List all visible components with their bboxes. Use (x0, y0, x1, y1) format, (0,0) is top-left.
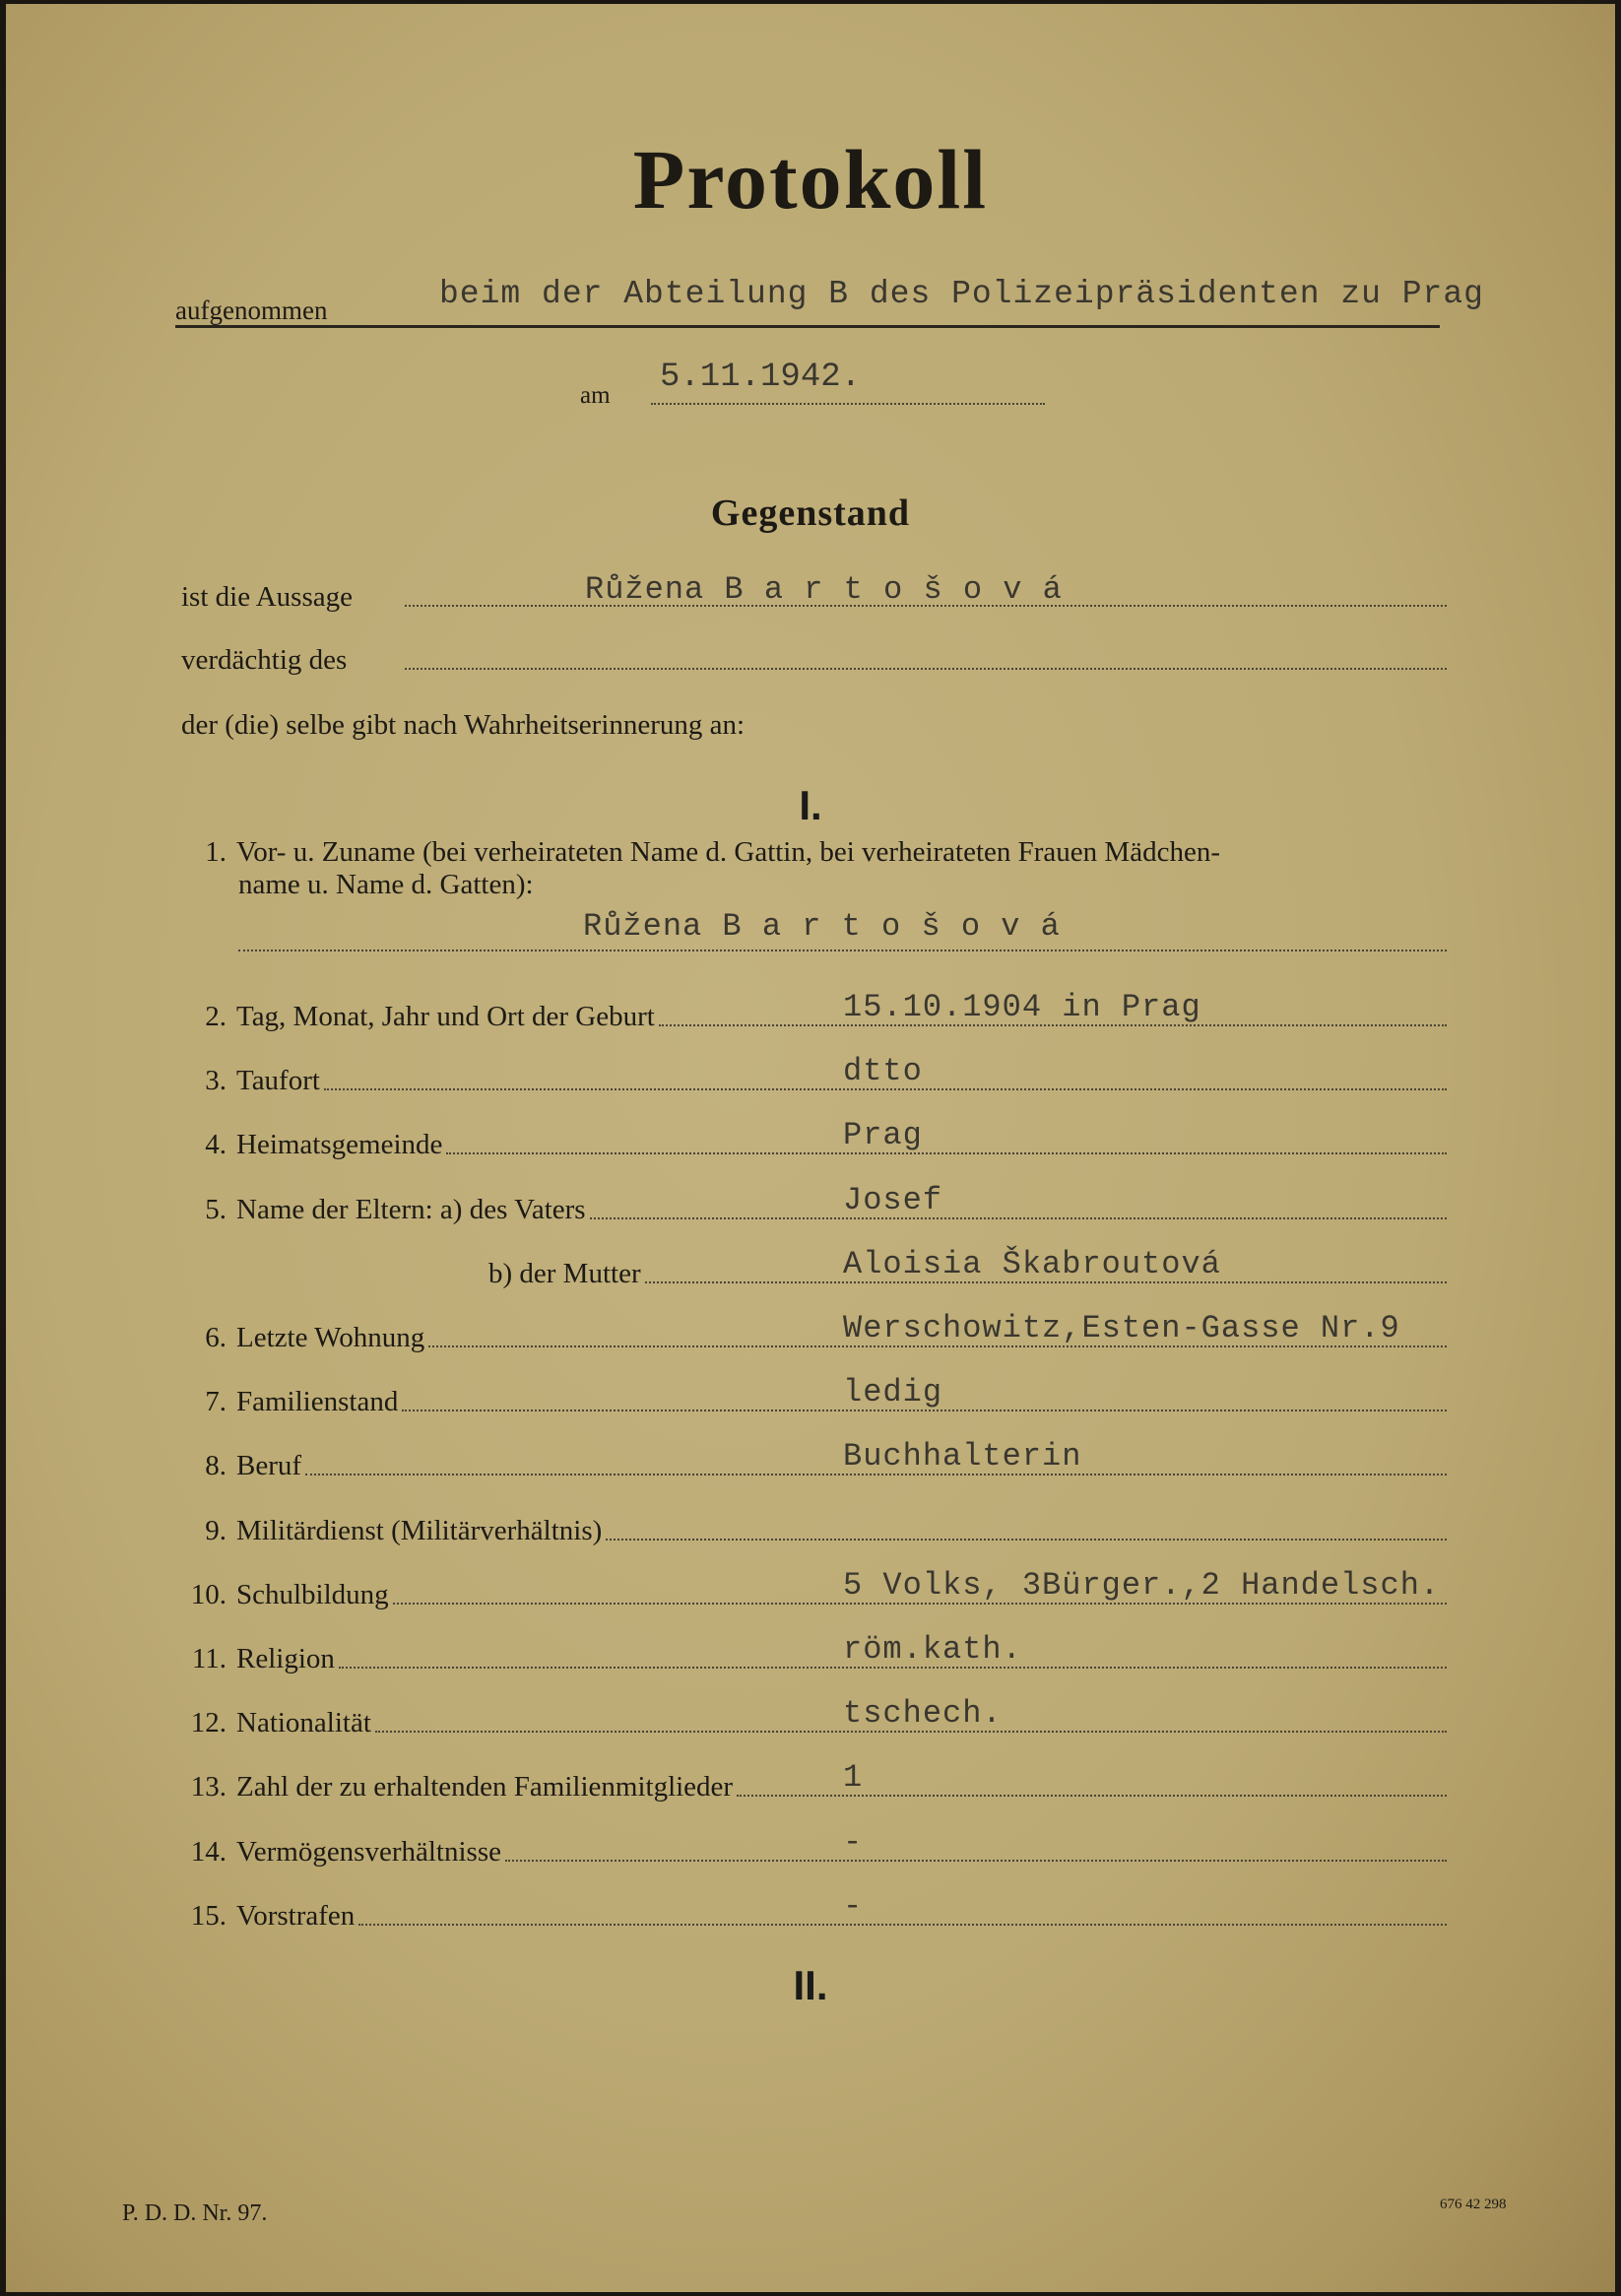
field-value: 1 (843, 1759, 864, 1796)
field-label-text: Schulbildung (236, 1579, 389, 1610)
field-number: 6. (205, 1322, 227, 1353)
field-label-text: Beruf (236, 1450, 302, 1481)
field-label-text: Vorstrafen (236, 1900, 356, 1932)
print-code: 676 42 298 (1440, 2197, 1507, 2212)
field-number: 15. (190, 1900, 227, 1932)
field-dotted-line (358, 1924, 1447, 1926)
field-label-text: Heimatsgemeinde (236, 1129, 443, 1160)
aufgenommen-label: aufgenommen (175, 295, 328, 325)
section-one-heading: I. (799, 782, 822, 828)
field-name-label-line2: name u. Name d. Gatten): (238, 869, 534, 900)
field-number: 2. (205, 1001, 227, 1032)
field-name-label (187, 836, 1220, 869)
statement-of-dotted-line (405, 605, 1447, 607)
field-dotted-line (402, 1410, 1447, 1411)
field-label (187, 1643, 335, 1675)
field-label-text: Militärdienst (Militärverhältnis) (236, 1515, 603, 1546)
field-number: 13. (190, 1771, 227, 1803)
field-dotted-line (659, 1024, 1447, 1026)
field-label (187, 1322, 424, 1354)
suspected-of-dotted-line (405, 668, 1447, 670)
field-label (187, 1579, 389, 1611)
field-dotted-line (446, 1152, 1447, 1154)
field-label (187, 1771, 733, 1804)
field-label (187, 1065, 320, 1097)
field-value: Josef (843, 1182, 943, 1218)
field-value: röm.kath. (843, 1631, 1022, 1668)
field-label (187, 1707, 371, 1739)
field-dotted-line (393, 1603, 1447, 1605)
field-value: Buchhalterin (843, 1438, 1082, 1475)
field-dotted-line (737, 1795, 1447, 1797)
suspected-of-label: verdächtig des (181, 644, 348, 676)
field-value: dtto (843, 1053, 923, 1089)
field-label-text: Zahl der zu erhaltenden Familienmitglieder (236, 1771, 734, 1803)
field-number: 9. (205, 1515, 227, 1546)
truth-statement: der (die) selbe gibt nach Wahrheitserinnerung an: (181, 709, 746, 741)
field-dotted-line (339, 1667, 1447, 1669)
form-number: P. D. D. Nr. 97. (122, 2200, 268, 2226)
field-label-text: Letzte Wohnung (236, 1322, 425, 1353)
field-label-text: b) der Mutter (488, 1258, 641, 1289)
field-label (187, 1386, 398, 1418)
field-dotted-line (375, 1731, 1447, 1733)
field-label-text: Name der Eltern: a) des Vaters (236, 1194, 586, 1225)
section-two-heading: II. (793, 1962, 828, 2008)
field-number: 14. (190, 1836, 227, 1868)
protocol-form (6, 4, 1615, 2292)
field-dotted-line (305, 1474, 1447, 1476)
date-label: am (580, 382, 611, 409)
field-dotted-line (606, 1539, 1447, 1541)
field-number: 4. (205, 1129, 227, 1160)
date-value: 5.11.1942. (660, 359, 862, 396)
field-label (187, 1836, 501, 1869)
field-dotted-line (645, 1281, 1447, 1283)
field-value: Werschowitz,Esten-Gasse Nr.9 (843, 1310, 1400, 1346)
field-number: 5. (205, 1194, 227, 1225)
aufgenommen-value: beim der Abteilung B des Polizeipräsidenten zu Prag (439, 276, 1484, 312)
subject-heading: Gegenstand (710, 492, 911, 534)
aufgenommen-rule (175, 325, 1440, 328)
field-number: 8. (205, 1450, 227, 1481)
field-label (187, 1129, 442, 1161)
field-label (187, 1515, 602, 1547)
field-dotted-line (324, 1088, 1447, 1090)
document-title: Protokoll (632, 132, 989, 227)
field-number: 7. (205, 1386, 227, 1417)
statement-of-label: ist die Aussage (181, 581, 353, 613)
field-value: 15.10.1904 in Prag (843, 989, 1201, 1025)
field-label (187, 1194, 586, 1226)
field-label-text: Tag, Monat, Jahr und Ort der Geburt (236, 1001, 655, 1032)
field-dotted-line (505, 1860, 1447, 1862)
field-label (187, 1001, 655, 1033)
field-label (187, 1900, 355, 1933)
field-label-text: Vermögensverhältnisse (236, 1836, 501, 1868)
field-number: 1. (205, 836, 227, 868)
field-value: Aloisia Škabroutová (843, 1246, 1221, 1282)
field-number: 12. (190, 1707, 227, 1738)
field-value: ledig (843, 1374, 943, 1410)
field-value: - (843, 1824, 864, 1861)
field-label (488, 1258, 641, 1290)
field-value: 5 Volks, 3Bürger.,2 Handelsch. (843, 1567, 1441, 1604)
field-label-line1: Vor- u. Zuname (bei verheirateten Name d. Gattin, bei verheirateten Frauen Mädchen- (236, 836, 1220, 868)
field-label (187, 1450, 301, 1482)
field-number: 11. (191, 1643, 227, 1674)
field-number: 3. (205, 1065, 227, 1096)
date-dotted-line (651, 403, 1045, 405)
field-value: tschech. (843, 1695, 1003, 1732)
field-name-value: Růžena B a r t o š o v á (583, 908, 1061, 945)
statement-of-value: Růžena B a r t o š o v á (585, 571, 1063, 608)
field-label-text: Religion (236, 1643, 335, 1674)
field-name-dotted-line (238, 950, 1447, 951)
field-dotted-line (428, 1345, 1447, 1347)
field-label-text: Taufort (236, 1065, 320, 1096)
field-dotted-line (590, 1217, 1447, 1219)
field-value: Prag (843, 1117, 923, 1153)
field-number: 10. (190, 1579, 227, 1610)
field-label-text: Familienstand (236, 1386, 399, 1417)
field-value: - (843, 1888, 864, 1925)
field-label-text: Nationalität (236, 1707, 371, 1738)
